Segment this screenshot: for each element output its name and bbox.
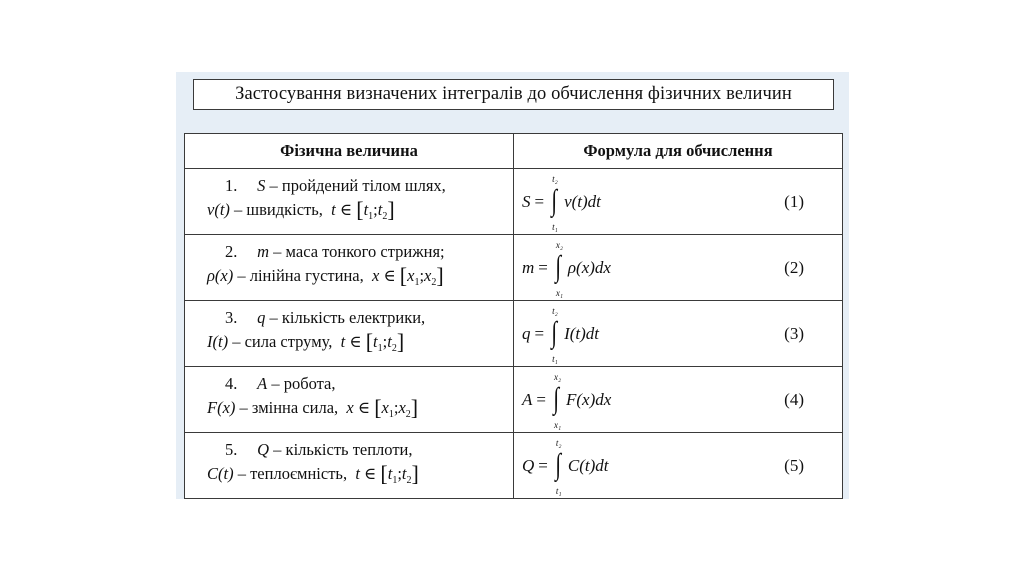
element-of-sign: ∈ xyxy=(349,332,362,351)
header-formula: Формула для обчислення xyxy=(514,134,843,169)
upper-limit: x₂ xyxy=(555,239,563,250)
quantity-symbol: q xyxy=(257,308,266,327)
lower-limit: t₁ xyxy=(552,353,558,364)
integrand: C(t)dt xyxy=(567,455,609,475)
formula-table xyxy=(184,133,843,499)
quantity-cell xyxy=(185,433,514,499)
bound-a: x xyxy=(381,398,389,417)
quantity-line-2: F(x) – змінна сила, x ∈ $[x_1;x_2]$ xyxy=(207,395,419,420)
bound-a-index: 1 xyxy=(414,277,420,288)
row-number: 4. xyxy=(225,374,238,393)
integral-sign xyxy=(553,437,567,496)
bound-a-index: 1 xyxy=(392,475,398,486)
bound-b-index: 2 xyxy=(406,475,412,486)
close-bracket: ] xyxy=(396,329,405,354)
bound-a: x xyxy=(407,266,415,285)
open-bracket: [ xyxy=(380,461,388,486)
close-bracket: ] xyxy=(436,263,444,288)
function-description: – змінна сила, xyxy=(239,398,339,417)
variable-symbol: t xyxy=(355,464,360,483)
bound-b: x xyxy=(398,398,406,417)
equation-number: (4) xyxy=(784,389,804,409)
formula-cell xyxy=(514,235,843,301)
quantity-cell xyxy=(185,235,514,301)
quantity-line-1 xyxy=(185,174,513,198)
quantity-cell xyxy=(185,169,514,235)
formula-lhs: q xyxy=(522,323,531,343)
formula-expression xyxy=(522,169,601,234)
bound-b-index: 2 xyxy=(431,277,437,288)
formula-lhs: S xyxy=(522,191,531,211)
upper-limit: t₂ xyxy=(552,173,558,184)
quantity-line-1 xyxy=(185,372,513,396)
quantity-line-1 xyxy=(185,306,513,330)
open-bracket: [ xyxy=(356,197,364,222)
formula-cell xyxy=(514,367,843,433)
element-of-sign: ∈ xyxy=(339,200,353,219)
table-row xyxy=(185,235,843,301)
upper-limit: t₂ xyxy=(552,305,558,316)
quantity-cell xyxy=(185,301,514,367)
function-symbol: ρ(x) xyxy=(207,266,234,285)
table-row xyxy=(185,169,843,235)
formula-expression xyxy=(522,433,608,498)
bound-a: t xyxy=(363,200,369,219)
equation-number: (1) xyxy=(784,191,804,211)
upper-limit: t₂ xyxy=(555,437,562,448)
formula-expression xyxy=(522,301,599,366)
bound-b-index: 2 xyxy=(382,211,388,222)
function-description: – лінійна густина, xyxy=(237,266,364,285)
formula-cell xyxy=(514,301,843,367)
equals-sign: = xyxy=(534,191,545,211)
function-description: – швидкість, xyxy=(234,200,323,219)
integral-sign xyxy=(551,371,565,430)
integral-sign xyxy=(553,239,567,298)
table-header-row xyxy=(185,134,843,169)
integrand: v(t)dt xyxy=(564,191,601,211)
table-row xyxy=(185,433,843,499)
element-of-sign: ∈ xyxy=(364,464,377,483)
integral-sign xyxy=(549,305,563,364)
bound-a: t xyxy=(373,332,378,351)
formula-lhs: A xyxy=(522,389,533,409)
equals-sign: = xyxy=(538,257,548,277)
bound-a-index: 1 xyxy=(368,211,374,222)
quantity-symbol: A xyxy=(257,374,268,393)
variable-symbol: t xyxy=(331,200,336,219)
function-description: – сила струму, xyxy=(232,332,333,351)
bound-b-index: 2 xyxy=(391,343,397,354)
bound-a-index: 1 xyxy=(377,343,383,354)
formula-cell xyxy=(514,433,843,499)
page-title xyxy=(193,79,834,110)
open-bracket: [ xyxy=(374,395,382,420)
open-bracket: [ xyxy=(365,329,374,354)
bound-a-index: 1 xyxy=(388,409,394,420)
table-row xyxy=(185,301,843,367)
integral-icon: ∫ xyxy=(551,183,558,217)
quantity-description: – робота, xyxy=(271,374,336,393)
function-description: – теплоємність, xyxy=(237,464,348,483)
row-number: 2. xyxy=(225,242,238,261)
formula-expression xyxy=(522,367,611,432)
variable-symbol: t xyxy=(340,332,346,351)
equals-sign: = xyxy=(538,455,548,475)
equation-number: (2) xyxy=(784,257,804,277)
integral-icon: ∫ xyxy=(551,315,558,349)
quantity-description: – кількість теплоти, xyxy=(273,440,413,459)
quantity-symbol: S xyxy=(257,176,266,195)
close-bracket: ] xyxy=(387,197,395,222)
integral-icon: ∫ xyxy=(553,381,559,415)
row-number: 1. xyxy=(225,176,238,195)
upper-limit: x₂ xyxy=(553,371,562,382)
lower-limit: t₁ xyxy=(552,221,558,232)
close-bracket: ] xyxy=(410,395,419,420)
quantity-line-2: v(t) – швидкість, t ∈ $[t_1;t_2]$ xyxy=(207,197,395,222)
function-symbol: v(t) xyxy=(207,200,230,219)
table-row xyxy=(185,367,843,433)
formula-lhs: m xyxy=(522,257,535,277)
bound-b: x xyxy=(424,266,432,285)
bound-b: t xyxy=(401,464,407,483)
integral-sign xyxy=(549,173,563,232)
equals-sign: = xyxy=(534,323,545,343)
formula-cell xyxy=(514,169,843,235)
function-symbol: F(x) xyxy=(207,398,236,417)
quantity-line-1 xyxy=(185,240,513,264)
quantity-description: – кількість електрики, xyxy=(269,308,426,327)
integrand: F(x)dx xyxy=(565,389,612,409)
quantity-description: – маса тонкого стрижня; xyxy=(273,242,445,261)
element-of-sign: ∈ xyxy=(357,398,371,417)
variable-symbol: x xyxy=(372,266,380,285)
lower-limit: t₁ xyxy=(555,485,562,496)
row-number: 3. xyxy=(225,308,238,327)
integrand: I(t)dt xyxy=(564,323,600,343)
element-of-sign: ∈ xyxy=(383,266,396,285)
quantity-description: – пройдений тілом шлях, xyxy=(269,176,446,195)
integrand: ρ(x)dx xyxy=(567,257,611,277)
open-bracket: [ xyxy=(399,263,408,288)
function-symbol: I(t) xyxy=(207,332,229,351)
quantity-line-2: I(t) – сила струму, t ∈ $[t_1;t_2]$ xyxy=(207,329,405,354)
header-quantity: Фізична величина xyxy=(185,134,514,169)
row-number: 5. xyxy=(225,440,238,459)
quantity-line-2: ρ(x) – лінійна густина, x ∈ $[x_1;x_2]$ xyxy=(207,263,444,288)
equals-sign: = xyxy=(536,389,546,409)
formula-lhs: Q xyxy=(522,455,535,475)
close-bracket: ] xyxy=(411,461,419,486)
equation-number: (3) xyxy=(784,323,804,343)
bound-b: t xyxy=(387,332,392,351)
integral-icon: ∫ xyxy=(555,249,561,283)
title-text: Застосування визначених інтегралів до обчислення фізичних величин xyxy=(235,84,792,104)
variable-symbol: x xyxy=(346,398,354,417)
bound-b-index: 2 xyxy=(405,409,411,420)
lower-limit: x₁ xyxy=(553,419,562,430)
quantity-line-2: C(t) – теплоємність, t ∈ $[t_1;t_2]$ xyxy=(207,461,419,486)
equation-number: (5) xyxy=(784,455,804,475)
quantity-symbol: Q xyxy=(257,440,270,459)
integral-icon: ∫ xyxy=(555,447,561,481)
quantity-cell xyxy=(185,367,514,433)
bound-a: t xyxy=(387,464,393,483)
lower-limit: x₁ xyxy=(555,287,563,298)
bound-b: t xyxy=(377,200,383,219)
formula-expression xyxy=(522,235,611,300)
quantity-line-1 xyxy=(185,438,513,462)
function-symbol: C(t) xyxy=(207,464,234,483)
quantity-symbol: m xyxy=(257,242,270,261)
